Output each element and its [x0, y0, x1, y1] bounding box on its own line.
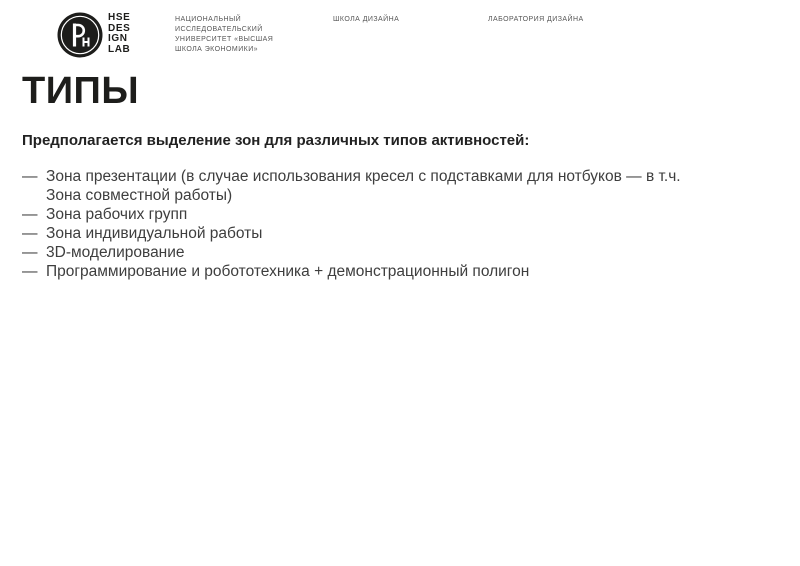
dash-bullet: — [22, 244, 38, 261]
list-item-text: Программирование и робототехника + демонстрационный полигон [46, 263, 530, 280]
school-of-design-label: ШКОЛА ДИЗАЙНА [333, 16, 400, 23]
university-line: УНИВЕРСИТЕТ «ВЫСШАЯ [175, 36, 274, 43]
list-item-text: Зона презентации (в случае использования кресел с подставками для нотбуков — в т.ч. Зона совместной работы) [46, 168, 681, 204]
list-item [22, 205, 691, 224]
dash-bullet: — [22, 263, 38, 280]
list-item-text: 3D-моделирование [46, 244, 185, 261]
wordmark-line: IGN [108, 33, 128, 44]
wordmark-line: LAB [108, 43, 131, 55]
page-title: ТИПЫ [22, 70, 140, 112]
university-line: ИССЛЕДОВАТЕЛЬСКИЙ [175, 26, 263, 33]
dash-bullet: — [22, 168, 38, 185]
hse-emblem-icon [57, 12, 103, 58]
zone-list [22, 167, 722, 281]
dash-bullet: — [22, 206, 38, 223]
list-item-text: Зона рабочих групп [46, 206, 188, 223]
university-name [175, 15, 273, 55]
list-item [22, 243, 691, 262]
wordmark-line: DES [108, 22, 131, 34]
dash-bullet: — [22, 225, 38, 242]
university-line: НАЦИОНАЛЬНЫЙ [175, 16, 242, 23]
list-item-text: Зона индивидуальной работы [46, 225, 263, 242]
list-item [22, 224, 691, 243]
intro-text: Предполагается выделение зон для различных типов активностей: [22, 132, 530, 149]
list-item [22, 262, 691, 281]
slide-content [22, 71, 722, 281]
university-line: ШКОЛА ЭКОНОМИКИ» [175, 46, 259, 53]
design-laboratory-label: ЛАБОРАТОРИЯ ДИЗАЙНА [488, 16, 584, 23]
wordmark-line: HSE [108, 12, 131, 23]
list-item [22, 167, 691, 205]
hse-design-lab-wordmark [108, 13, 130, 55]
